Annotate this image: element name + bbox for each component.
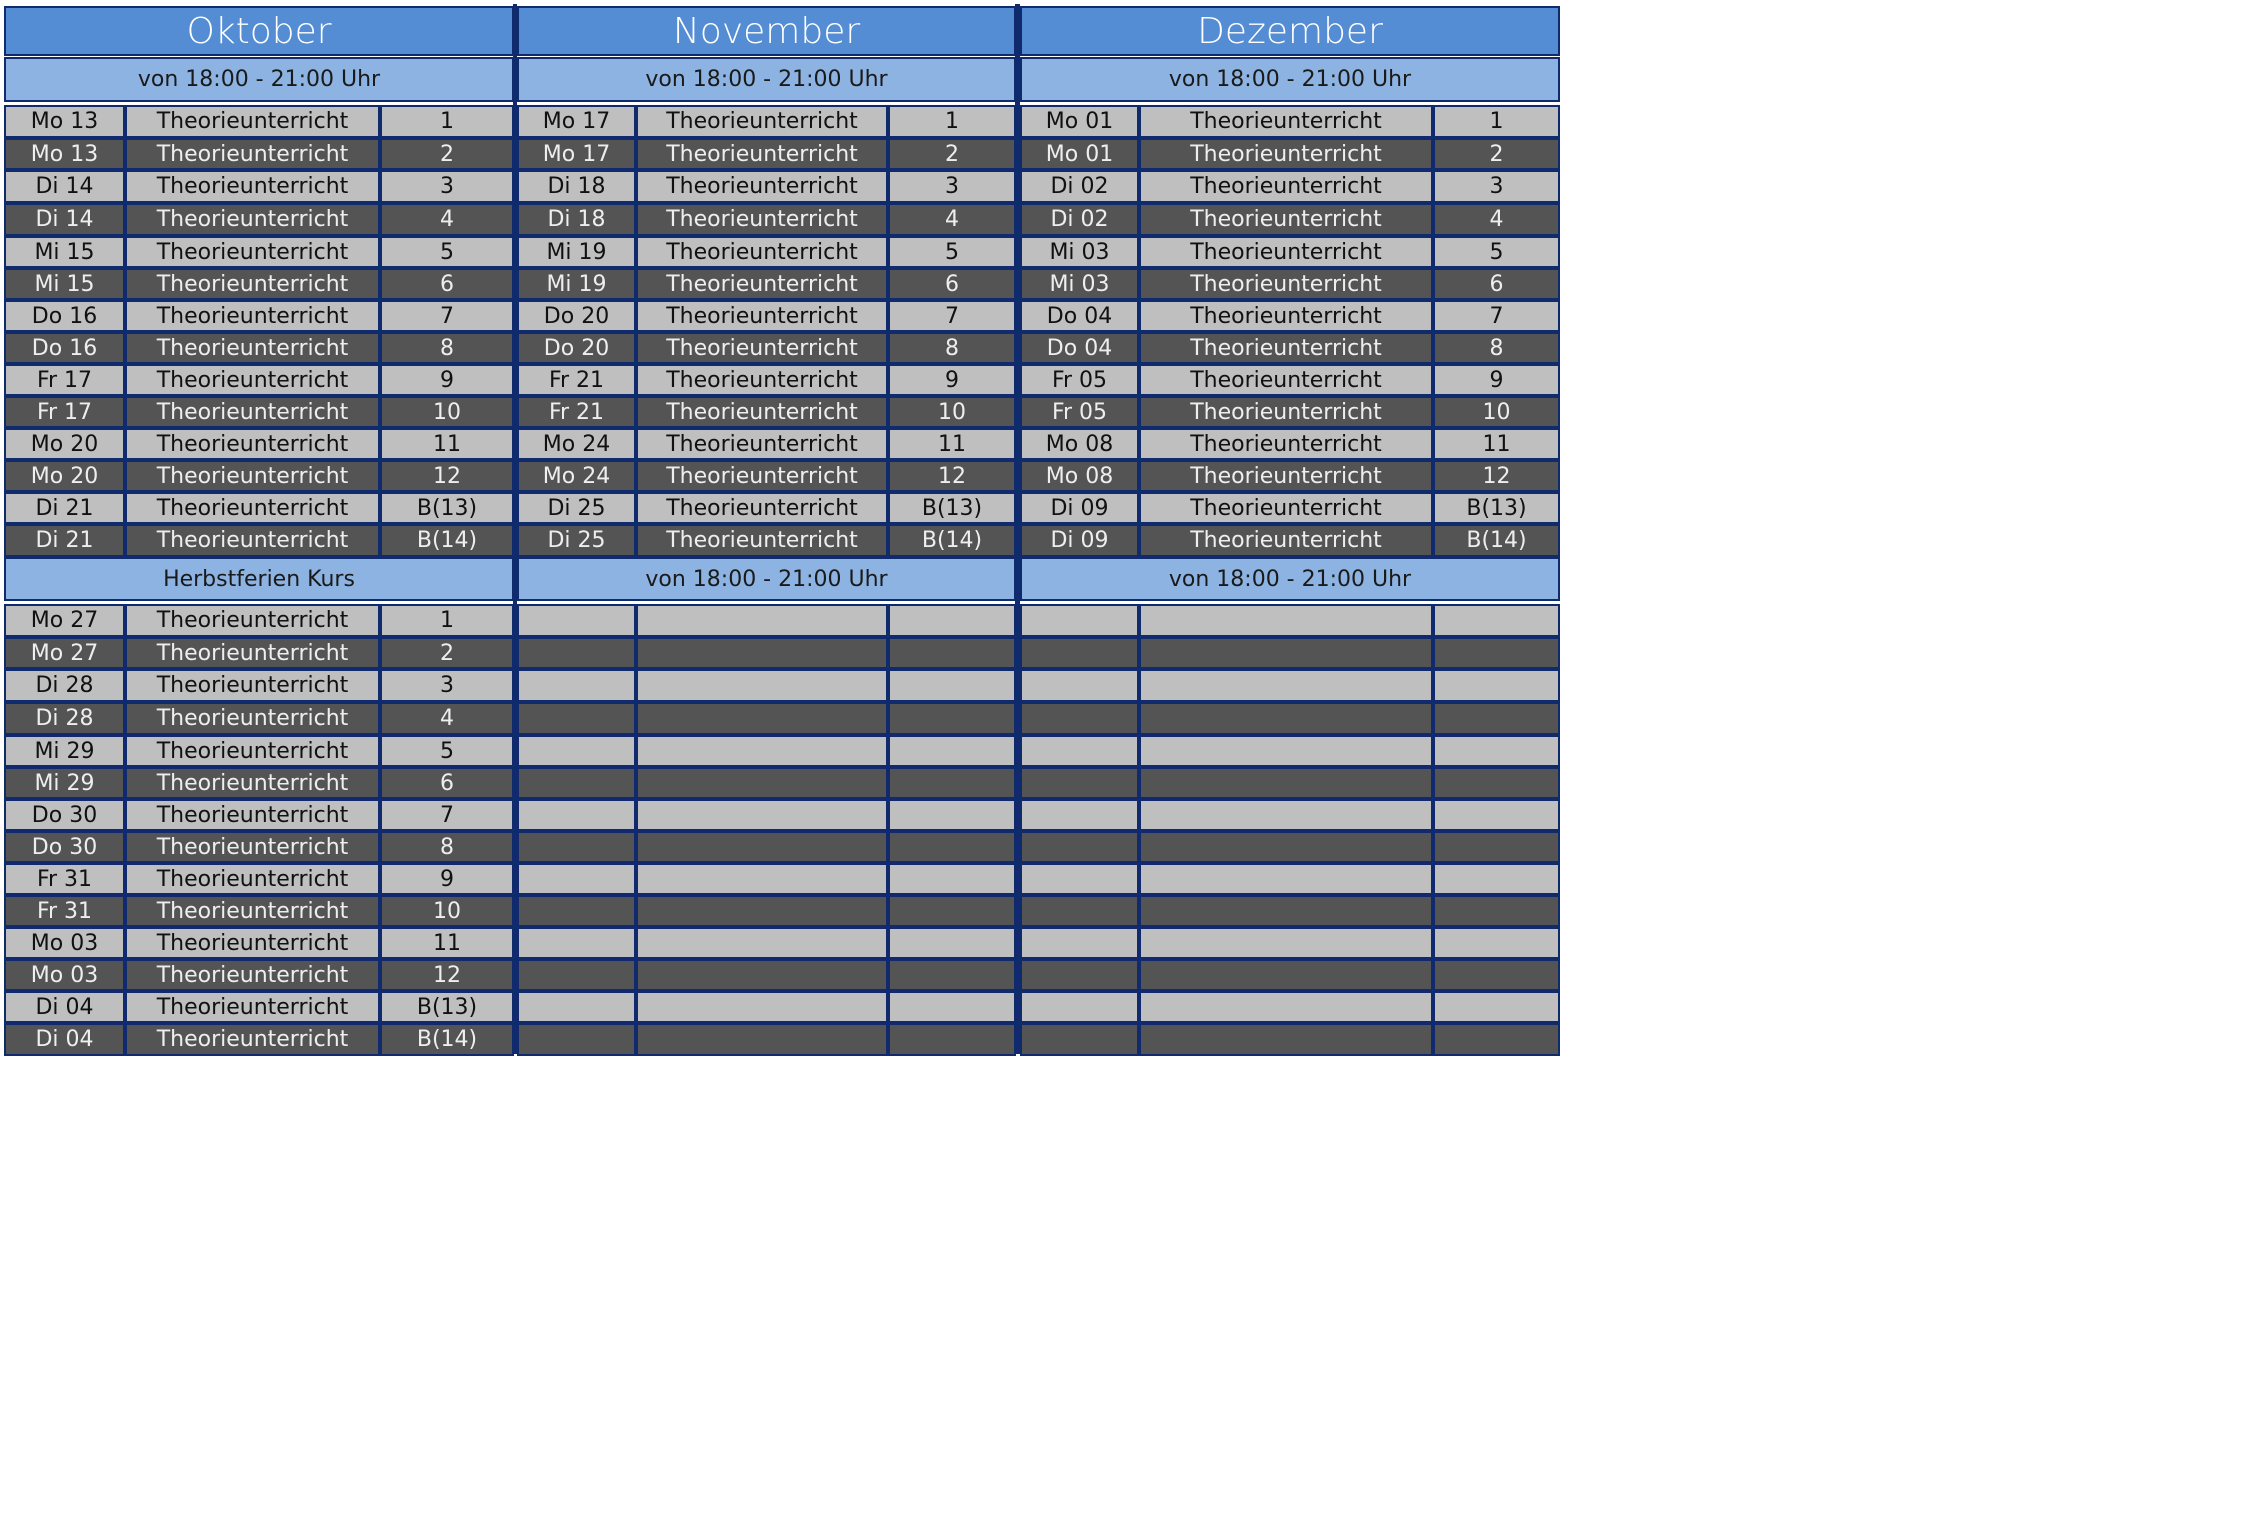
date-cell: Mo 01: [1020, 105, 1139, 138]
lesson-number-cell: [1433, 604, 1560, 637]
lesson-number-cell: 10: [1433, 396, 1560, 428]
date-cell: Mo 03: [4, 959, 125, 991]
lesson-number-cell: 10: [380, 895, 514, 927]
date-cell: Di 18: [517, 170, 636, 203]
date-cell: [1020, 831, 1139, 863]
date-cell: Mo 27: [4, 604, 125, 637]
lesson-number-cell: [1433, 927, 1560, 959]
subject-cell: Theorieunterricht: [1139, 300, 1433, 332]
date-cell: Do 04: [1020, 300, 1139, 332]
lesson-number-cell: 12: [380, 460, 514, 492]
lesson-number-cell: 9: [888, 364, 1016, 396]
subject-cell: Theorieunterricht: [125, 735, 380, 767]
date-cell: [1020, 637, 1139, 669]
date-cell: Mo 17: [517, 138, 636, 170]
lesson-number-cell: 4: [380, 702, 514, 735]
subject-cell: [636, 895, 888, 927]
lesson-number-cell: 5: [380, 735, 514, 767]
subject-cell: Theorieunterricht: [1139, 268, 1433, 300]
lesson-number-cell: 5: [380, 236, 514, 268]
lesson-number-cell: 2: [380, 637, 514, 669]
subject-cell: Theorieunterricht: [636, 138, 888, 170]
month-header: Dezember: [1020, 6, 1560, 56]
lesson-number-cell: 4: [888, 203, 1016, 236]
date-cell: [1020, 799, 1139, 831]
date-cell: [1020, 1023, 1139, 1056]
subject-cell: Theorieunterricht: [636, 364, 888, 396]
lesson-number-cell: 6: [380, 767, 514, 799]
lesson-number-cell: 8: [888, 332, 1016, 364]
date-cell: Mi 19: [517, 268, 636, 300]
subject-cell: Theorieunterricht: [125, 332, 380, 364]
lesson-number-cell: 7: [1433, 300, 1560, 332]
date-cell: Di 21: [4, 524, 125, 557]
subject-cell: Theorieunterricht: [125, 203, 380, 236]
lesson-number-cell: 6: [1433, 268, 1560, 300]
subject-cell: Theorieunterricht: [1139, 396, 1433, 428]
date-cell: [517, 927, 636, 959]
subject-cell: Theorieunterricht: [125, 138, 380, 170]
date-cell: Do 04: [1020, 332, 1139, 364]
lesson-number-cell: [888, 895, 1016, 927]
subject-cell: Theorieunterricht: [125, 959, 380, 991]
subject-cell: [636, 767, 888, 799]
date-cell: Mi 03: [1020, 236, 1139, 268]
date-cell: Do 20: [517, 332, 636, 364]
subject-cell: [636, 669, 888, 702]
subject-cell: Theorieunterricht: [125, 702, 380, 735]
lesson-number-cell: [888, 669, 1016, 702]
lesson-number-cell: 3: [888, 170, 1016, 203]
date-cell: Mi 15: [4, 268, 125, 300]
lesson-number-cell: 7: [380, 799, 514, 831]
subject-cell: [1139, 702, 1433, 735]
subject-cell: [636, 637, 888, 669]
subject-cell: Theorieunterricht: [1139, 170, 1433, 203]
lesson-number-cell: [888, 991, 1016, 1023]
date-cell: Mi 03: [1020, 268, 1139, 300]
time-header: von 18:00 - 21:00 Uhr: [1020, 57, 1560, 102]
subject-cell: Theorieunterricht: [636, 524, 888, 557]
subject-cell: [636, 799, 888, 831]
date-cell: Di 04: [4, 991, 125, 1023]
date-cell: [517, 669, 636, 702]
date-cell: [517, 637, 636, 669]
subject-cell: [1139, 831, 1433, 863]
lesson-number-cell: 2: [380, 138, 514, 170]
date-cell: Mo 13: [4, 105, 125, 138]
subject-cell: Theorieunterricht: [1139, 492, 1433, 524]
lesson-number-cell: [1433, 991, 1560, 1023]
subject-cell: [1139, 669, 1433, 702]
lesson-number-cell: 6: [888, 268, 1016, 300]
date-cell: Mo 24: [517, 460, 636, 492]
date-cell: Mo 27: [4, 637, 125, 669]
month-header: Oktober: [4, 6, 514, 56]
date-cell: [1020, 927, 1139, 959]
lesson-number-cell: 8: [380, 332, 514, 364]
date-cell: Fr 05: [1020, 396, 1139, 428]
subject-cell: Theorieunterricht: [125, 767, 380, 799]
lesson-number-cell: [888, 604, 1016, 637]
subject-cell: Theorieunterricht: [125, 895, 380, 927]
lesson-number-cell: 2: [888, 138, 1016, 170]
date-cell: Fr 31: [4, 895, 125, 927]
date-cell: [1020, 702, 1139, 735]
date-cell: Di 28: [4, 669, 125, 702]
date-cell: [1020, 895, 1139, 927]
lesson-number-cell: [1433, 1023, 1560, 1056]
subject-cell: Theorieunterricht: [1139, 460, 1433, 492]
subject-cell: [1139, 927, 1433, 959]
subject-cell: Theorieunterricht: [125, 364, 380, 396]
lesson-number-cell: 10: [380, 396, 514, 428]
subject-cell: Theorieunterricht: [125, 799, 380, 831]
date-cell: Di 28: [4, 702, 125, 735]
lesson-number-cell: [888, 702, 1016, 735]
time-header: von 18:00 - 21:00 Uhr: [1020, 557, 1560, 601]
date-cell: [517, 735, 636, 767]
lesson-number-cell: 3: [380, 170, 514, 203]
lesson-number-cell: 10: [888, 396, 1016, 428]
lesson-number-cell: [1433, 895, 1560, 927]
date-cell: [517, 959, 636, 991]
lesson-number-cell: 4: [1433, 203, 1560, 236]
subject-cell: Theorieunterricht: [636, 428, 888, 460]
lesson-number-cell: 3: [1433, 170, 1560, 203]
subject-cell: Theorieunterricht: [1139, 332, 1433, 364]
date-cell: [1020, 669, 1139, 702]
lesson-number-cell: B(14): [380, 1023, 514, 1056]
date-cell: [517, 863, 636, 895]
subject-cell: [1139, 767, 1433, 799]
date-cell: Fr 05: [1020, 364, 1139, 396]
subject-cell: Theorieunterricht: [636, 332, 888, 364]
date-cell: Do 16: [4, 332, 125, 364]
date-cell: Mo 01: [1020, 138, 1139, 170]
subject-cell: [1139, 799, 1433, 831]
subject-cell: [636, 991, 888, 1023]
date-cell: [517, 767, 636, 799]
date-cell: Do 16: [4, 300, 125, 332]
subject-cell: Theorieunterricht: [125, 604, 380, 637]
time-header: von 18:00 - 21:00 Uhr: [517, 557, 1016, 601]
lesson-number-cell: B(13): [380, 991, 514, 1023]
lesson-number-cell: 9: [380, 364, 514, 396]
subject-cell: [636, 863, 888, 895]
lesson-number-cell: [888, 927, 1016, 959]
lesson-number-cell: B(13): [1433, 492, 1560, 524]
lesson-number-cell: 12: [1433, 460, 1560, 492]
lesson-number-cell: [1433, 702, 1560, 735]
subject-cell: Theorieunterricht: [1139, 428, 1433, 460]
subject-cell: [1139, 863, 1433, 895]
lesson-number-cell: [888, 959, 1016, 991]
date-cell: [1020, 991, 1139, 1023]
lesson-number-cell: 8: [380, 831, 514, 863]
lesson-number-cell: B(14): [888, 524, 1016, 557]
date-cell: Fr 17: [4, 396, 125, 428]
lesson-number-cell: 11: [1433, 428, 1560, 460]
lesson-number-cell: [1433, 863, 1560, 895]
subject-cell: Theorieunterricht: [125, 428, 380, 460]
date-cell: [1020, 767, 1139, 799]
subject-cell: Theorieunterricht: [636, 396, 888, 428]
subject-cell: Theorieunterricht: [125, 236, 380, 268]
date-cell: [1020, 863, 1139, 895]
date-cell: Fr 31: [4, 863, 125, 895]
subject-cell: Theorieunterricht: [636, 268, 888, 300]
subject-cell: Theorieunterricht: [125, 492, 380, 524]
subject-cell: Theorieunterricht: [1139, 236, 1433, 268]
date-cell: Mo 20: [4, 428, 125, 460]
subject-cell: Theorieunterricht: [636, 203, 888, 236]
lesson-number-cell: 7: [380, 300, 514, 332]
subject-cell: Theorieunterricht: [636, 300, 888, 332]
subject-cell: [636, 1023, 888, 1056]
lesson-number-cell: 9: [1433, 364, 1560, 396]
date-cell: Di 09: [1020, 492, 1139, 524]
date-cell: Mo 08: [1020, 428, 1139, 460]
date-cell: Mo 17: [517, 105, 636, 138]
time-header: von 18:00 - 21:00 Uhr: [517, 57, 1016, 102]
lesson-number-cell: [888, 799, 1016, 831]
subject-cell: [1139, 1023, 1433, 1056]
subject-cell: [636, 702, 888, 735]
date-cell: Di 09: [1020, 524, 1139, 557]
lesson-number-cell: 1: [380, 604, 514, 637]
subject-cell: Theorieunterricht: [125, 460, 380, 492]
subject-cell: Theorieunterricht: [125, 637, 380, 669]
month-divider: [513, 4, 517, 1054]
date-cell: [517, 702, 636, 735]
lesson-number-cell: [1433, 959, 1560, 991]
month-divider: [1015, 4, 1020, 1054]
lesson-number-cell: [1433, 637, 1560, 669]
lesson-number-cell: [888, 767, 1016, 799]
lesson-number-cell: [1433, 799, 1560, 831]
lesson-number-cell: [1433, 831, 1560, 863]
date-cell: Mo 20: [4, 460, 125, 492]
subject-cell: Theorieunterricht: [1139, 203, 1433, 236]
lesson-number-cell: 5: [1433, 236, 1560, 268]
subject-cell: Theorieunterricht: [1139, 524, 1433, 557]
subject-cell: Theorieunterricht: [636, 236, 888, 268]
subject-cell: Theorieunterricht: [125, 524, 380, 557]
lesson-number-cell: [1433, 669, 1560, 702]
lesson-number-cell: [888, 831, 1016, 863]
date-cell: Di 14: [4, 170, 125, 203]
lesson-number-cell: B(14): [380, 524, 514, 557]
date-cell: Di 02: [1020, 170, 1139, 203]
date-cell: Mi 15: [4, 236, 125, 268]
subject-cell: Theorieunterricht: [1139, 138, 1433, 170]
subject-cell: Theorieunterricht: [636, 492, 888, 524]
lesson-number-cell: 1: [1433, 105, 1560, 138]
lesson-number-cell: B(14): [1433, 524, 1560, 557]
date-cell: [517, 799, 636, 831]
date-cell: [1020, 735, 1139, 767]
subject-cell: Theorieunterricht: [636, 460, 888, 492]
lesson-number-cell: 4: [380, 203, 514, 236]
subject-cell: [1139, 637, 1433, 669]
date-cell: Mo 24: [517, 428, 636, 460]
month-header: November: [517, 6, 1016, 56]
date-cell: [517, 991, 636, 1023]
subject-cell: Theorieunterricht: [125, 991, 380, 1023]
subject-cell: Theorieunterricht: [125, 300, 380, 332]
date-cell: Fr 17: [4, 364, 125, 396]
date-cell: [1020, 959, 1139, 991]
subject-cell: Theorieunterricht: [125, 669, 380, 702]
date-cell: Do 30: [4, 831, 125, 863]
date-cell: Fr 21: [517, 364, 636, 396]
subject-cell: Theorieunterricht: [125, 1023, 380, 1056]
lesson-number-cell: 8: [1433, 332, 1560, 364]
lesson-number-cell: 12: [888, 460, 1016, 492]
lesson-number-cell: [888, 637, 1016, 669]
subject-cell: Theorieunterricht: [125, 170, 380, 203]
lesson-number-cell: [888, 863, 1016, 895]
lesson-number-cell: 9: [380, 863, 514, 895]
lesson-number-cell: 11: [380, 927, 514, 959]
subject-cell: Theorieunterricht: [125, 396, 380, 428]
subject-cell: Theorieunterricht: [125, 863, 380, 895]
time-header: Herbstferien Kurs: [4, 557, 514, 601]
date-cell: [1020, 604, 1139, 637]
lesson-number-cell: 2: [1433, 138, 1560, 170]
subject-cell: Theorieunterricht: [636, 170, 888, 203]
lesson-number-cell: B(13): [888, 492, 1016, 524]
time-header: von 18:00 - 21:00 Uhr: [4, 57, 514, 102]
date-cell: [517, 1023, 636, 1056]
date-cell: Di 04: [4, 1023, 125, 1056]
subject-cell: Theorieunterricht: [1139, 364, 1433, 396]
date-cell: Fr 21: [517, 396, 636, 428]
date-cell: Di 14: [4, 203, 125, 236]
date-cell: [517, 604, 636, 637]
subject-cell: Theorieunterricht: [125, 831, 380, 863]
subject-cell: [1139, 604, 1433, 637]
subject-cell: [1139, 895, 1433, 927]
lesson-number-cell: 7: [888, 300, 1016, 332]
lesson-number-cell: 6: [380, 268, 514, 300]
lesson-number-cell: [1433, 767, 1560, 799]
lesson-number-cell: [1433, 735, 1560, 767]
date-cell: Di 25: [517, 524, 636, 557]
lesson-number-cell: 5: [888, 236, 1016, 268]
date-cell: Mo 03: [4, 927, 125, 959]
subject-cell: [636, 604, 888, 637]
subject-cell: [636, 927, 888, 959]
lesson-number-cell: B(13): [380, 492, 514, 524]
date-cell: Do 20: [517, 300, 636, 332]
date-cell: Mi 29: [4, 767, 125, 799]
lesson-number-cell: 12: [380, 959, 514, 991]
lesson-number-cell: 1: [380, 105, 514, 138]
subject-cell: Theorieunterricht: [125, 105, 380, 138]
subject-cell: [1139, 991, 1433, 1023]
subject-cell: Theorieunterricht: [1139, 105, 1433, 138]
date-cell: Di 02: [1020, 203, 1139, 236]
lesson-number-cell: 1: [888, 105, 1016, 138]
lesson-number-cell: 3: [380, 669, 514, 702]
lesson-number-cell: [888, 735, 1016, 767]
subject-cell: Theorieunterricht: [125, 927, 380, 959]
date-cell: Mi 29: [4, 735, 125, 767]
subject-cell: [1139, 959, 1433, 991]
date-cell: Di 18: [517, 203, 636, 236]
subject-cell: [1139, 735, 1433, 767]
subject-cell: Theorieunterricht: [636, 105, 888, 138]
subject-cell: [636, 831, 888, 863]
lesson-number-cell: [888, 1023, 1016, 1056]
date-cell: [517, 895, 636, 927]
subject-cell: Theorieunterricht: [125, 268, 380, 300]
date-cell: [517, 831, 636, 863]
date-cell: Mi 19: [517, 236, 636, 268]
date-cell: Di 21: [4, 492, 125, 524]
subject-cell: [636, 959, 888, 991]
date-cell: Mo 08: [1020, 460, 1139, 492]
date-cell: Mo 13: [4, 138, 125, 170]
lesson-number-cell: 11: [888, 428, 1016, 460]
date-cell: Di 25: [517, 492, 636, 524]
lesson-number-cell: 11: [380, 428, 514, 460]
subject-cell: [636, 735, 888, 767]
date-cell: Do 30: [4, 799, 125, 831]
